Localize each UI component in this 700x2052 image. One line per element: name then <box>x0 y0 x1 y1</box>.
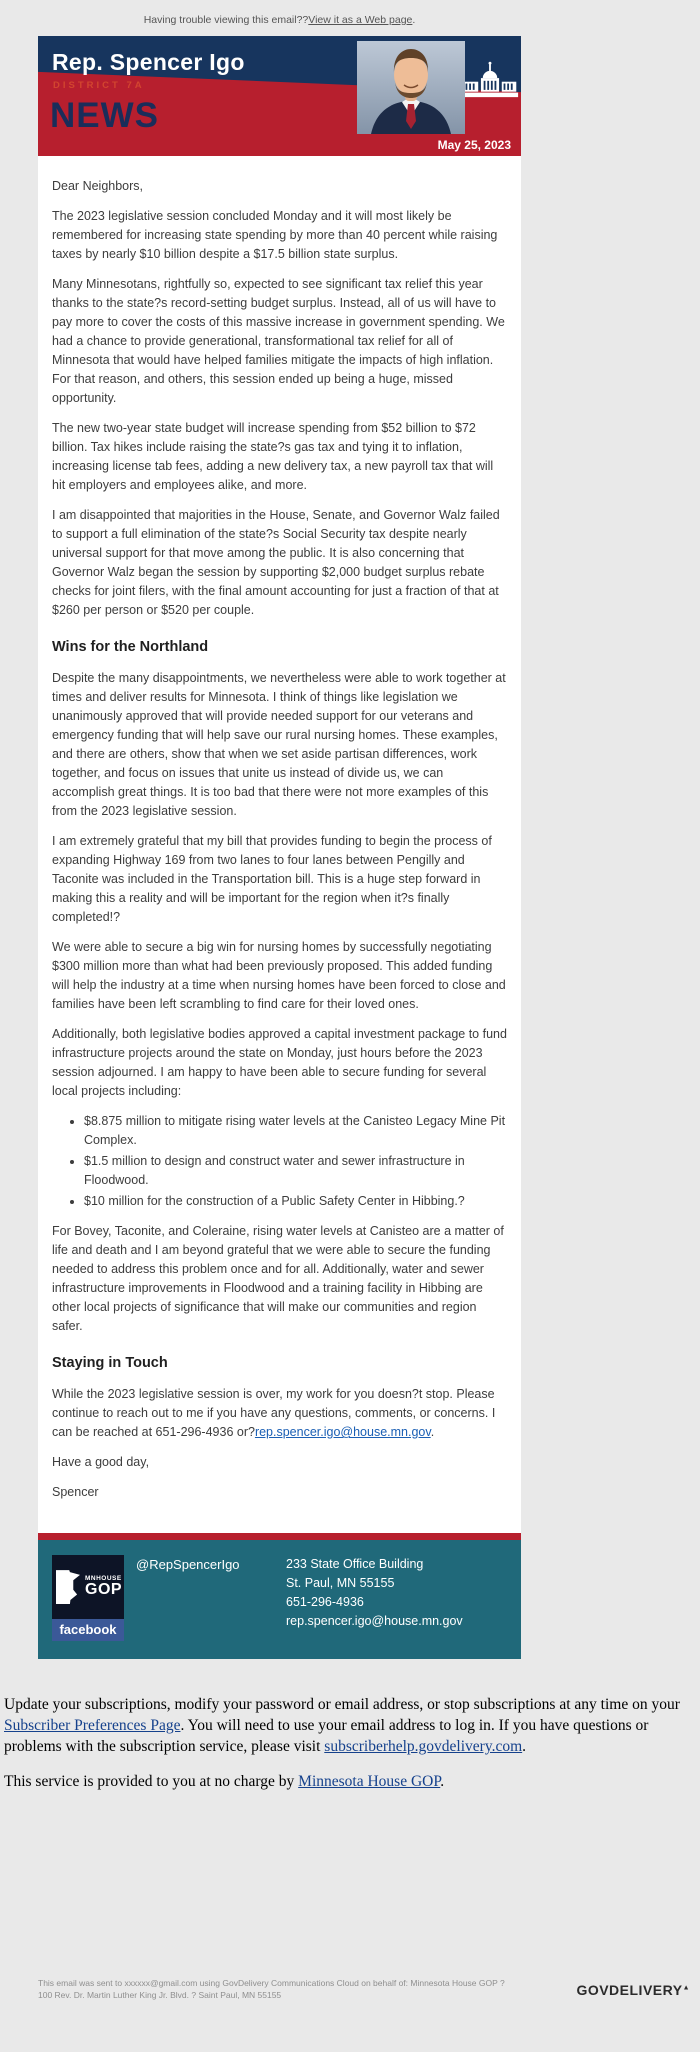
paragraph: I am extremely grateful that my bill that provides funding to begin the process of expanding Highway 169 from two lanes to four lanes between Pengilly and Taconite was included in the Transportation bill. This is a huge step forward in making this a reality and will be important for the region when it?s finally completed!? <box>52 834 492 925</box>
mn-house-gop-link[interactable]: Minnesota House GOP <box>298 1772 441 1790</box>
sent-to-text: This email was sent to xxxxxx@gmail.com using GovDelivery Communications Cloud on behalf of: Minnesota House GOP ? 100 Rev. Dr. Martin Luther King Jr. Blvd. ? Saint Paul, MN 55155 <box>38 1977 505 2000</box>
logo-org-line2: GOP <box>85 1581 123 1599</box>
paragraph: Many Minnesotans, rightfully so, expected to see significant tax relief this year thanks to the state?s record-setting budget surplus. Instead, all of us will have to pay more to cover the costs of this massive increase in government spending. We had a chance to provide generational, transformational tax relief for all of Minnesota that would have helped families mitigate the impacts of high inflation. For that reason, and others, this session ended up being a huge, missed opportunity. <box>52 277 505 405</box>
list-item: • $10 million for the construction of a Public Safety Center in Hibbing.? <box>84 1192 507 1211</box>
projects-list <box>84 1112 507 1211</box>
list-item: • $1.5 million to design and construct water and sewer infrastructure in Floodwood. <box>84 1152 507 1190</box>
address-line: St. Paul, MN 55155 <box>286 1576 395 1591</box>
contact-text: While the 2023 legislative session is over, my work for you doesn?t stop. Please continue to reach out to me if you have any questions, comments, or concerns. I can be reached at 651-296-4936 or? <box>52 1387 496 1440</box>
address-line: 233 State Office Building <box>286 1557 424 1572</box>
paragraph: The new two-year state budget will increase spending from $52 billion to $72 billion. Tax hikes include raising the state?s gas tax and tying it to inflation, increasing license tab fees, adding a new delivery tax, a new payroll tax that will hit employers and employees alike, and more. <box>52 421 494 492</box>
govdelivery-wordmark: GOVDELIVERY <box>576 1981 683 1998</box>
section-heading-staying-in-touch: Staying in Touch <box>52 1355 168 1372</box>
service-provider-paragraph <box>4 1772 696 1793</box>
social-handle: @RepSpencerIgo <box>136 1557 240 1573</box>
subscriber-preferences-link[interactable]: Subscriber Preferences Page <box>4 1716 181 1734</box>
closing: Have a good day, <box>52 1455 150 1470</box>
service-text: This service is provided to you at no charge by <box>4 1772 299 1790</box>
rep-email-link[interactable]: rep.spencer.igo@house.mn.gov <box>254 1425 431 1440</box>
subscription-paragraph <box>4 1695 696 1758</box>
footer-email-link[interactable]: rep.spencer.igo@house.mn.gov <box>286 1614 463 1629</box>
subscription-text: . You will need to use your email address to log in. If you have questions or problems with the subscription service, please visit <box>4 1716 649 1755</box>
section-heading-northland: Wins for the Northland <box>52 639 209 655</box>
newsletter-masthead <box>38 36 521 134</box>
email-newsletter <box>38 36 521 1659</box>
signature: Spencer <box>52 1485 99 1500</box>
facebook-badge[interactable] <box>52 1555 124 1641</box>
phone-number: 651-296-4936 <box>286 1595 364 1610</box>
paragraph: I am disappointed that majorities in the House, Senate, and Governor Walz failed to support a full elimination of the state?s Social Security tax despite nearly universal support for that move among the public. It is also concerning that Governor Walz began the session by supporting $2,000 budget surplus rebate checks for joint filers, with the final amount accounting for just a fraction of that at $260 per person or $520 per couple. <box>52 508 500 617</box>
rep-name: Rep. Spencer Igo <box>52 49 245 75</box>
news-banner-text: NEWS <box>50 96 159 134</box>
facebook-logo: facebook <box>52 1619 124 1641</box>
subscriber-help-link[interactable]: subscriberhelp.govdelivery.com <box>324 1737 523 1755</box>
subscription-text: Update your subscriptions, modify your password or email address, or stop subscriptions at any time on your <box>4 1696 680 1714</box>
fine-print <box>38 1978 690 2002</box>
logo-org-line1: MNHOUSE <box>85 1574 122 1582</box>
govdelivery-mark-icon: ▲ <box>682 1983 690 1991</box>
contact-paragraph <box>52 1385 507 1442</box>
paragraph: For Bovey, Taconite, and Coleraine, rising water levels at Canisteo are a matter of life and death and I am beyond grateful that we were able to secure the funding needed to address this problem once and for all. Additionally, water and sewer infrastructure improvements in Floodwood and a training facility in Hibbing are other local projects of significance that will make our communities and region safer. <box>52 1224 504 1334</box>
greeting: Dear Neighbors, <box>52 179 144 193</box>
list-item: • $8.875 million to mitigate rising water levels at the Canisteo Legacy Mine Pit Complex. <box>84 1112 507 1150</box>
contact-text-period: . <box>430 1425 435 1440</box>
service-text-period: . <box>440 1772 445 1790</box>
paragraph: Additionally, both legislative bodies approved a capital investment package to fund infrastructure projects around the state on Monday, just hours before the 2023 session adjourned. I am happy to have been able to secure funding for several local projects including: <box>52 1027 507 1099</box>
email-footer <box>38 1533 521 1659</box>
date-strip <box>38 134 521 156</box>
capitol-icon <box>461 58 519 105</box>
mn-house-gop-logo <box>52 1555 124 1619</box>
paragraph: The 2023 legislative session concluded Monday and it will most likely be remembered for increasing state spending by more than 40 percent while raising taxes by nearly $10 billion despite a $17.5 billion state surplus. <box>52 209 498 261</box>
trouble-viewing-period: . <box>412 14 416 26</box>
portrait-photo <box>357 41 465 134</box>
minnesota-shape-icon <box>56 1570 80 1604</box>
district-label: DISTRICT 7A <box>53 80 145 91</box>
trouble-viewing-text: Having trouble viewing this email?? <box>143 14 309 26</box>
view-web-page-link[interactable]: View it as a Web page <box>308 14 413 26</box>
issue-date: May 25, 2023 <box>437 138 511 152</box>
paragraph: We were able to secure a big win for nursing homes by successfully negotiating $300 million more than what had been previously proposed. This added funding will help the industry at a time when nursing homes have been forced to close and families have been left scrambling to find care for their loved ones. <box>52 940 506 1012</box>
subscription-info <box>0 1695 700 1793</box>
paragraph: Despite the many disappointments, we nevertheless were able to work together at times and deliver results for Minnesota. I think of things like legislation we unanimously approved that will provide needed support for our veterans and emergency funding that will help save our rural nursing homes. These examples, and there are others, show that when we set aside partisan differences, work together, and focus on issues that unite us instead of divide us, we can accomplish great things. It is too bad that there were not more examples of this from the 2023 legislative session. <box>52 671 506 819</box>
mn-house-gop-logo-text <box>85 1576 122 1599</box>
govdelivery-logo <box>576 1982 690 1998</box>
letter-content <box>38 156 521 1533</box>
subscription-text: . <box>522 1737 527 1755</box>
contact-address <box>286 1555 463 1631</box>
view-online-bar <box>38 0 521 36</box>
